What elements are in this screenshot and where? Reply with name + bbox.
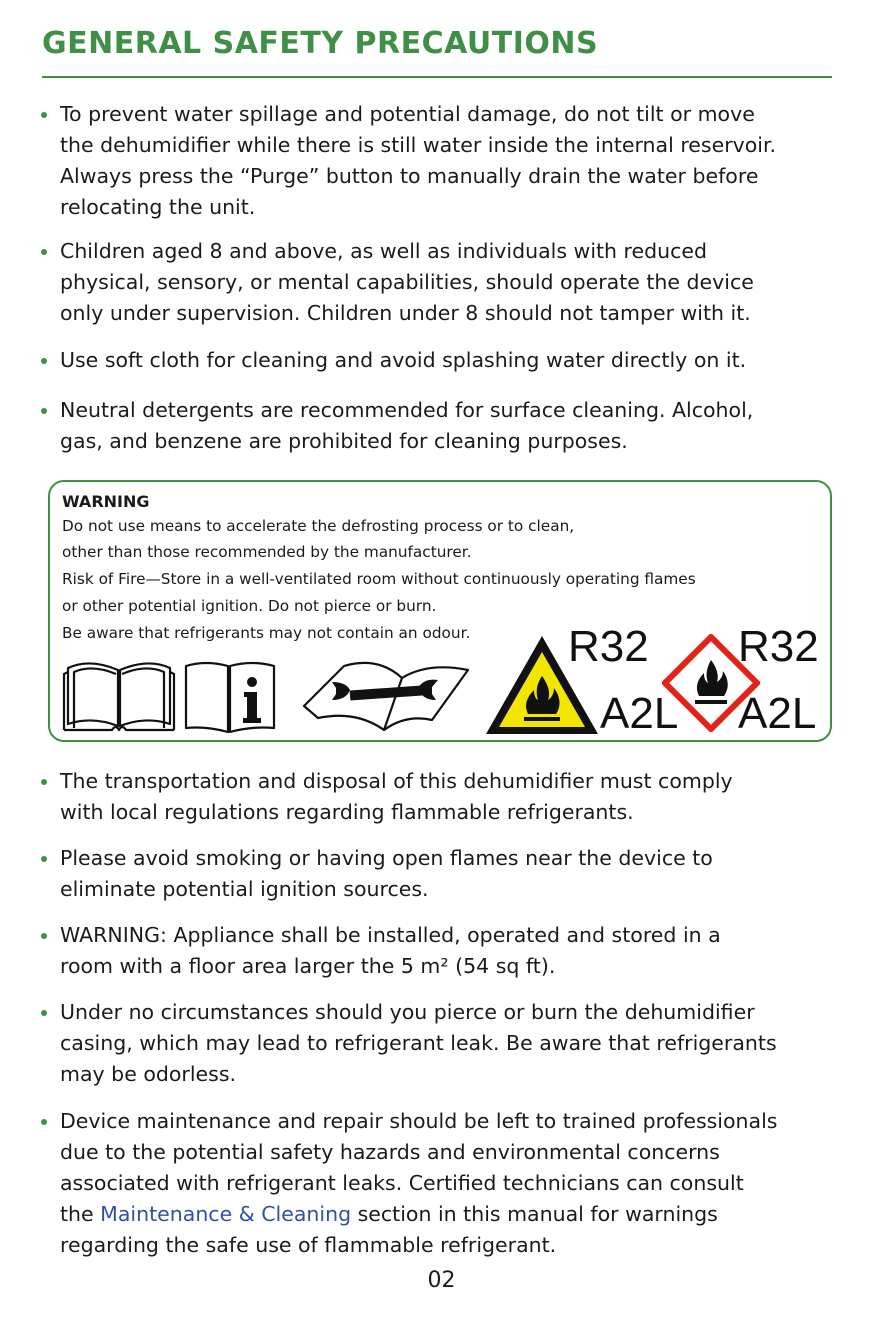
bullet-line: Please avoid smoking or having open flames near the device to (60, 846, 713, 870)
bullet-line: due to the potential safety hazards and environmental concerns (60, 1140, 720, 1164)
bullet-line: only under supervision. Children under 8 should not tamper with it. (60, 301, 751, 325)
bullet-line: WARNING: Appliance shall be installed, operated and stored in a (60, 923, 721, 947)
bullet-item-children (40, 236, 840, 329)
bullet-item-pierce (40, 997, 840, 1090)
bullet-dot (41, 1119, 47, 1125)
bullet-dot (41, 112, 47, 118)
bullet-line: may be odorless. (60, 1062, 237, 1086)
page-number: 02 (427, 1268, 456, 1293)
bullet-item-detergents (40, 395, 840, 457)
bullet-dot (41, 408, 47, 414)
bullet-line: eliminate potential ignition sources. (60, 877, 429, 901)
bullet-line: room with a floor area larger the 5 m² (54 sq ft). (60, 954, 556, 978)
warning-line: Do not use means to accelerate the defrosting process or to clean, (62, 517, 575, 535)
bullet-line: To prevent water spillage and potential damage, do not tilt or move (60, 102, 755, 126)
bullet-dot (41, 249, 47, 255)
service-manual-wrench-icon (298, 656, 478, 736)
warning-line: or other potential ignition. Do not pierce or burn. (62, 597, 437, 615)
bullet-dot (41, 933, 47, 939)
link-prefix: the (60, 1202, 101, 1226)
bullet-line: gas, and benzene are prohibited for cleaning purposes. (60, 429, 628, 453)
bullet-line: casing, which may lead to refrigerant leak. Be aware that refrigerants (60, 1031, 777, 1055)
bullet-line: Children aged 8 and above, as well as individuals with reduced (60, 239, 708, 263)
manual-book-icon (60, 654, 178, 734)
bullet-line: Always press the “Purge” button to manually drain the water before (60, 164, 759, 188)
warning-box (48, 480, 832, 742)
bullet-line: associated with refrigerant leaks. Certified technicians can consult (60, 1171, 744, 1195)
bullet-item-maintenance (40, 1106, 840, 1261)
warning-line: other than those recommended by the manufacturer. (62, 543, 472, 561)
bullet-line: Neutral detergents are recommended for surface cleaning. Alcohol, (60, 398, 754, 422)
refrigerant-label: R32 (738, 622, 819, 671)
bullet-dot (41, 779, 47, 785)
bullet-item-floor-area (40, 920, 840, 982)
bullet-line: Use soft cloth for cleaning and avoid splashing water directly on it. (60, 348, 747, 372)
bullet-line: relocating the unit. (60, 195, 256, 219)
maintenance-cleaning-link[interactable]: Maintenance & Cleaning (100, 1202, 352, 1226)
bullet-line: physical, sensory, or mental capabilities, should operate the device (60, 270, 754, 294)
bullet-item-tilt (40, 99, 840, 223)
information-book-icon (180, 656, 280, 736)
warning-line: Be aware that refrigerants may not contain an odour. (62, 624, 471, 642)
bullet-item-transport (40, 766, 840, 828)
bullet-line: the dehumidifier while there is still water inside the internal reservoir. (60, 133, 777, 157)
bullet-line: The transportation and disposal of this dehumidifier must comply (60, 769, 733, 793)
refrigerant-label: R32 (568, 622, 649, 671)
bullet-line-with-link (60, 1199, 840, 1230)
bullet-line: Device maintenance and repair should be left to trained professionals (60, 1109, 778, 1133)
bullet-item-smoking (40, 843, 840, 905)
bullet-line: with local regulations regarding flammable refrigerants. (60, 800, 634, 824)
link-suffix: section in this manual for warnings (351, 1202, 718, 1226)
bullet-dot (41, 856, 47, 862)
safety-class-label: A2L (738, 689, 817, 738)
title-divider (42, 76, 832, 78)
page-title: GENERAL SAFETY PRECAUTIONS (42, 26, 599, 61)
bullet-dot (41, 358, 47, 364)
warning-title: WARNING (62, 492, 150, 511)
bullet-line: Under no circumstances should you pierce or burn the dehumidifier (60, 1000, 755, 1024)
warning-line: Risk of Fire—Store in a well-ventilated room without continuously operating flames (62, 570, 696, 588)
bullet-item-soft-cloth (40, 345, 840, 376)
bullet-line: regarding the safe use of flammable refrigerant. (60, 1233, 557, 1257)
bullet-dot (41, 1010, 47, 1016)
safety-class-label: A2L (600, 689, 679, 738)
